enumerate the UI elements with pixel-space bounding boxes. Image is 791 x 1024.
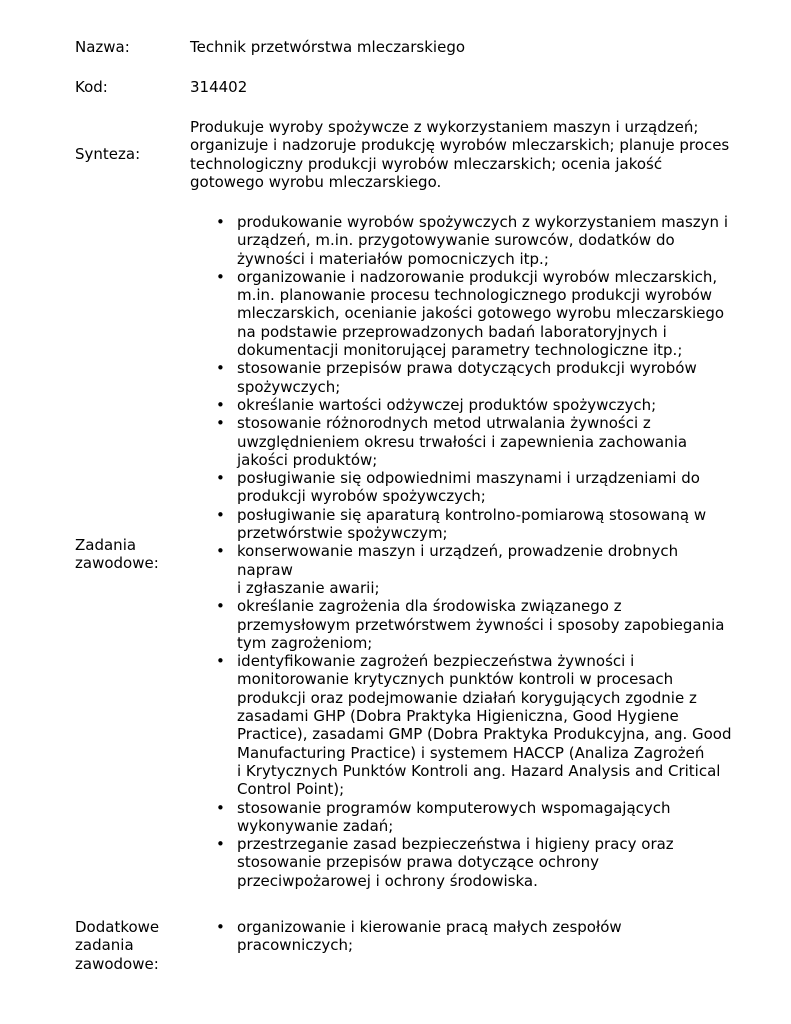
bullet: •	[216, 597, 225, 616]
synthesis-value: Produkuje wyroby spożywcze z wykorzystaniem maszyn i urządzeń; organizuje i nadzoruje produkcję wyrobów mleczarskich; planuje proces technologiczny produkcji wyrobów mleczarskich; ocenia jakość gotowego wyrobu mleczarskiego.	[190, 118, 730, 191]
list-item	[190, 597, 760, 652]
list-item	[190, 359, 760, 396]
list-item	[190, 835, 760, 890]
synthesis-label: Synteza:	[75, 145, 141, 163]
additional-tasks-list	[190, 918, 760, 955]
bullet: •	[216, 505, 225, 524]
list-item	[190, 469, 760, 506]
code-value: 314402	[190, 78, 248, 96]
tasks-list	[190, 213, 760, 890]
code-label: Kod:	[75, 78, 108, 96]
list-item-text: przestrzeganie zasad bezpieczeństwa i higieny pracy oraz stosowanie przepisów prawa dotyczące ochrony przeciwpożarowej i ochrony środowiska.	[237, 835, 674, 890]
list-item	[190, 918, 760, 955]
bullet: •	[216, 835, 225, 854]
list-item	[190, 213, 760, 268]
list-item-text: określanie wartości odżywczej produktów spożywczych;	[237, 395, 657, 414]
name-label: Nazwa:	[75, 38, 130, 56]
list-item-text: konserwowanie maszyn i urządzeń, prowadzenie drobnych napraw i zgłaszanie awarii;	[237, 542, 679, 597]
bullet: •	[216, 542, 225, 561]
list-item-text: określanie zagrożenia dla środowiska związanego z przemysłowym przetwórstwem żywności i sposoby zapobiegania tym zagrożeniom;	[237, 597, 725, 652]
bullet: •	[216, 213, 225, 231]
list-item	[190, 506, 760, 543]
list-item	[190, 268, 760, 359]
list-item	[190, 652, 760, 798]
list-item	[190, 542, 760, 597]
bullet: •	[216, 652, 225, 671]
bullet: •	[216, 395, 225, 414]
list-item	[190, 414, 760, 469]
bullet: •	[216, 918, 225, 936]
list-item	[190, 799, 760, 836]
list-item-text: stosowanie przepisów prawa dotyczących produkcji wyrobów spożywczych;	[237, 359, 697, 396]
list-item-text: organizowanie i kierowanie pracą małych zespołów pracowniczych;	[237, 918, 622, 955]
list-item-text: produkowanie wyrobów spożywczych z wykorzystaniem maszyn i urządzeń, m.in. przygotowywanie surowców, dodatków do żywności i materiałów pomocniczych itp.;	[237, 213, 728, 268]
list-item-text: identyfikowanie zagrożeń bezpieczeństwa żywności i monitorowanie krytycznych punktów kontroli w procesach produkcji oraz podejmowanie działań korygujących zgodnie z zasadami GHP (Dobra Praktyka Higieniczna, Good Hygiene Practice), zasadami GMP (Dobra Praktyka Produkcyjna, ang. Good Manufacturing Practice) i systemem HACCP (Analiza Zagrożeń i Krytycznych Punktów Kontroli ang. Hazard Analysis and Critical Control Point);	[237, 652, 732, 799]
additional-tasks-label: Dodatkowe zadania zawodowe:	[75, 918, 160, 973]
bullet: •	[216, 359, 225, 378]
list-item	[190, 396, 760, 414]
bullet: •	[216, 469, 225, 488]
bullet: •	[216, 414, 225, 433]
list-item-text: posługiwanie się odpowiednimi maszynami i urządzeniami do produkcji wyrobów spożywczych;	[237, 469, 700, 506]
list-item-text: stosowanie programów komputerowych wspomagających wykonywanie zadań;	[237, 798, 671, 835]
bullet: •	[216, 267, 225, 286]
list-item-text: organizowanie i nadzorowanie produkcji wyrobów mleczarskich, m.in. planowanie procesu technologicznego produkcji wyrobów mleczarskich, ocenianie jakości gotowego wyrobu mleczarskiego na podstawie przeprowadzonych badań laboratoryjnych i dokumentacji monitorującej parametry technologiczne itp.;	[237, 267, 725, 360]
list-item-text: stosowanie różnorodnych metod utrwalania żywności z uwzględnieniem okresu trwałości i zapewnienia zachowania jakości produktów;	[237, 414, 688, 469]
tasks-label: Zadania zawodowe:	[75, 536, 159, 573]
list-item-text: posługiwanie się aparaturą kontrolno-pomiarową stosowaną w przetwórstwie spożywczym;	[237, 505, 707, 543]
bullet: •	[216, 798, 225, 817]
name-value: Technik przetwórstwa mleczarskiego	[190, 38, 466, 56]
